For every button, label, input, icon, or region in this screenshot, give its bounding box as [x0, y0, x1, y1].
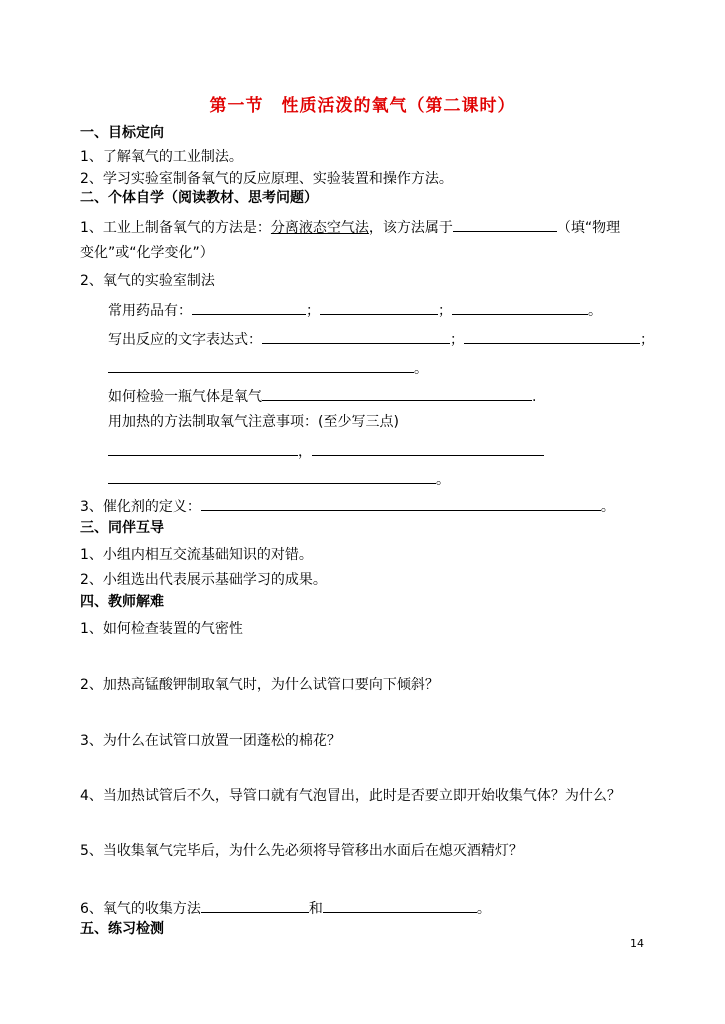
page-number: 14	[630, 937, 644, 950]
s2-notes-line	[108, 441, 544, 461]
notes-sep: ，	[298, 444, 312, 460]
s2-equation-line	[108, 329, 654, 349]
s2-q1-answer: 分离液态空气法	[270, 220, 369, 236]
check-blank[interactable]	[262, 386, 532, 401]
drugs-blank-1[interactable]	[192, 300, 306, 315]
equation-blank-2[interactable]	[464, 329, 640, 344]
s3-item-2: 2、小组选出代表展示基础学习的成果。	[80, 572, 327, 588]
page-title: 第一节 性质活泼的氧气（第二课时）	[209, 96, 516, 116]
s4-q5: 5、当收集氧气完毕后，为什么先必须将导管移出水面后在熄灭酒精灯？	[80, 843, 523, 859]
section-5-heading: 五、练习检测	[80, 921, 164, 937]
s2-q1-mid: ，该方法属于	[368, 220, 453, 236]
equation-label: 写出反应的文字表达式：	[108, 332, 262, 348]
s2-drugs-line	[108, 300, 602, 320]
equation-blank-1[interactable]	[262, 329, 450, 344]
equation-sep-2: ；	[640, 332, 654, 348]
s2-notes-label: 用加热的方法制取氧气注意事项：(至少写三点)	[108, 414, 399, 430]
s4-q1: 1、如何检查装置的气密性	[80, 621, 243, 637]
drugs-sep-1: ；	[306, 303, 320, 319]
s1-item-1: 1、了解氧气的工业制法。	[80, 149, 243, 165]
notes-end: 。	[436, 472, 450, 488]
s4-q4: 4、当加热试管后不久，导管口就有气泡冒出，此时是否要立即开始收集气体？为什么？	[80, 788, 621, 804]
s2-q3-line	[80, 496, 615, 516]
s2-q1-prefix: 1、工业上制备氧气的方法是：	[80, 220, 271, 236]
catalyst-end: 。	[600, 499, 615, 515]
s2-notes-line2	[108, 469, 450, 489]
s2-q1-line	[80, 217, 620, 237]
collect-blank-2[interactable]	[323, 898, 477, 913]
s4-q3: 3、为什么在试管口放置一团蓬松的棉花？	[80, 733, 341, 749]
section-4-heading: 四、教师解难	[80, 594, 164, 610]
catalyst-blank[interactable]	[201, 496, 601, 511]
s4-q6-line	[80, 898, 491, 918]
s2-q1-line2: 变化”或“化学变化”）	[80, 245, 214, 261]
s3-item-1: 1、小组内相互交流基础知识的对错。	[80, 547, 313, 563]
equation-end: 。	[414, 361, 428, 377]
catalyst-label: 3、催化剂的定义：	[80, 499, 201, 515]
notes-blank-3[interactable]	[108, 469, 436, 484]
s2-equation-line2	[108, 358, 428, 378]
drugs-blank-2[interactable]	[320, 300, 438, 315]
drugs-sep-2: ；	[438, 303, 452, 319]
collect-blank-1[interactable]	[201, 898, 309, 913]
section-2-heading: 二、个体自学（阅读教材、思考问题）	[80, 190, 318, 206]
section-3-heading: 三、同伴互导	[80, 520, 164, 536]
collect-label: 6、氧气的收集方法	[80, 901, 201, 917]
s2-q1-blank[interactable]	[453, 217, 557, 232]
notes-blank-1[interactable]	[108, 441, 298, 456]
equation-blank-3[interactable]	[108, 358, 414, 373]
section-1-heading: 一、目标定向	[80, 125, 164, 141]
check-end: .	[532, 389, 537, 405]
s2-q1-suffix: （填“物理	[556, 220, 621, 236]
check-label: 如何检验一瓶气体是氧气	[108, 389, 262, 405]
notes-blank-2[interactable]	[312, 441, 544, 456]
collect-end: 。	[476, 901, 491, 917]
collect-mid: 和	[308, 901, 323, 917]
drugs-label: 常用药品有：	[108, 303, 192, 319]
s1-item-2: 2、学习实验室制备氧气的反应原理、实验装置和操作方法。	[80, 171, 453, 187]
s2-q2-heading: 2、氧气的实验室制法	[80, 273, 215, 289]
drugs-end: 。	[588, 303, 602, 319]
s4-q2: 2、加热高锰酸钾制取氧气时，为什么试管口要向下倾斜？	[80, 677, 439, 693]
equation-sep-1: ；	[450, 332, 464, 348]
s2-check-line	[108, 386, 536, 406]
drugs-blank-3[interactable]	[452, 300, 588, 315]
